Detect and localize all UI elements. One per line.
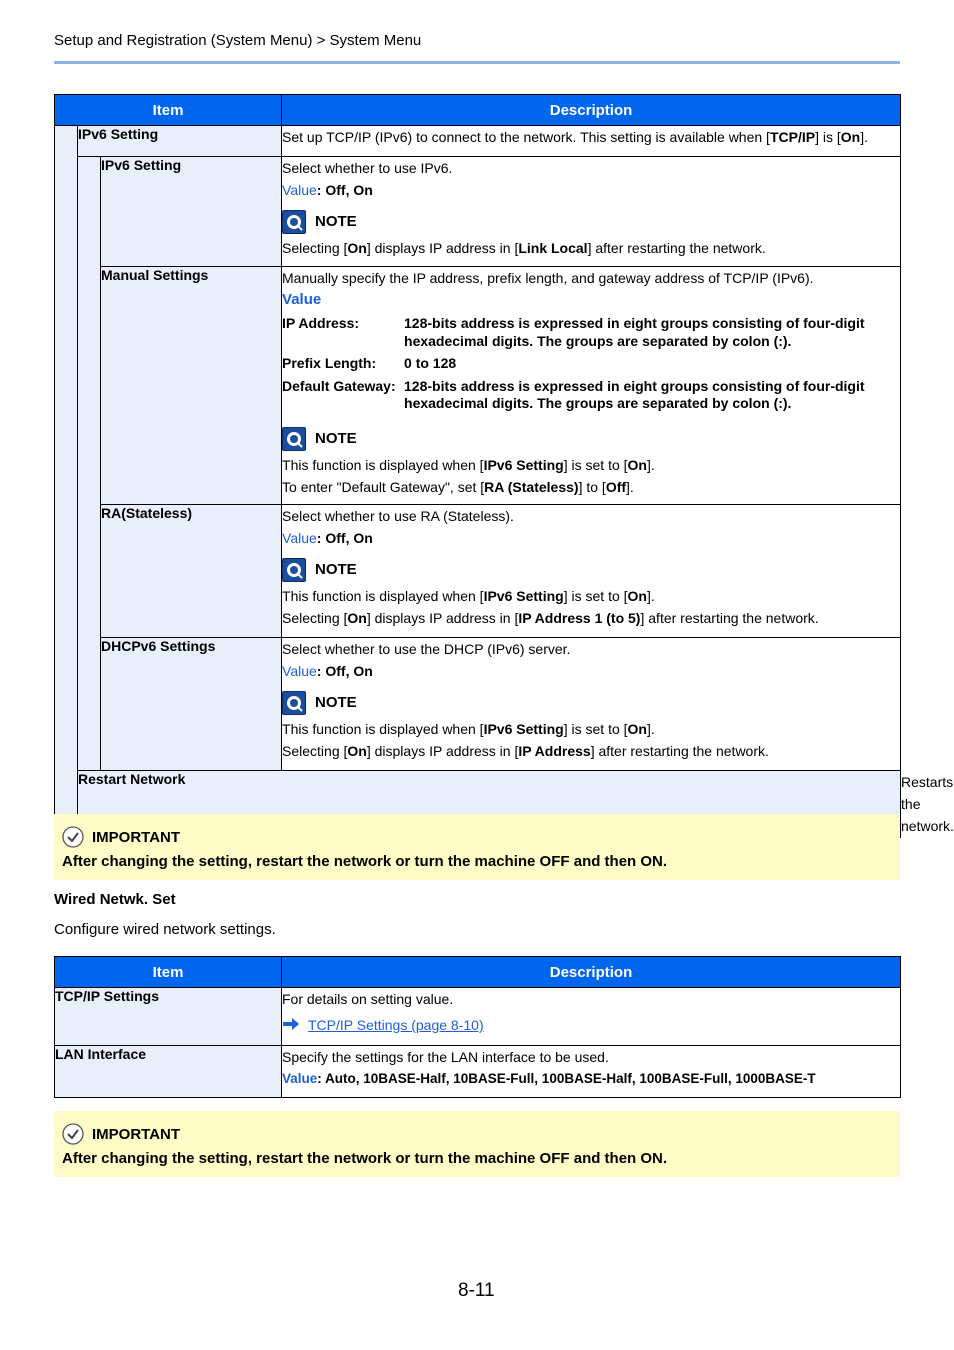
note: NOTE <box>282 210 900 234</box>
important-text: After changing the setting, restart the network or turn the machine OFF and then ON. <box>62 1150 668 1167</box>
item-tcpip-settings: TCP/IP Settings <box>55 988 282 1046</box>
tcpip-settings-link[interactable]: TCP/IP Settings (page 8-10) <box>308 1017 484 1033</box>
table-row <box>55 157 901 267</box>
table-header-row <box>55 95 901 126</box>
column-header-description: Description <box>282 957 901 988</box>
item-manual-settings: Manual Settings <box>101 267 282 505</box>
item-restart-network: Restart Network <box>78 771 901 838</box>
breadcrumb: Setup and Registration (System Menu) > System Menu <box>54 32 422 49</box>
desc-lan-interface: Specify the settings for the LAN interface to be used. Value: Auto, 10BASE-Half, 10BASE-Full, 100BASE-Half, 100BASE-Full, 1000BASE-T <box>282 1046 901 1098</box>
value-label: Value <box>282 1071 318 1086</box>
desc-ipv6-setting-group: Set up TCP/IP (IPv6) to connect to the network. This setting is available when [TCP/IP] is [On]. <box>282 126 901 157</box>
table-row <box>55 505 901 638</box>
desc-dhcpv6-settings: Select whether to use the DHCP (IPv6) server. Value: Off, On NOTE This function is displayed when [IPv6 Setting] is set to [On]. Selecting [On] displays IP address in [IP Address] after restarting the network. <box>282 638 901 771</box>
value-label: Value <box>282 182 317 198</box>
note-icon <box>282 427 306 451</box>
wired-network-table <box>54 956 901 1098</box>
note-icon <box>282 691 306 715</box>
item-ra-stateless: RA(Stateless) <box>101 505 282 638</box>
table-row <box>55 1046 901 1098</box>
section-title: Wired Netwk. Set <box>54 891 176 908</box>
arrow-right-icon <box>282 1014 300 1036</box>
value-table: IP Address: 128-bits address is expressed in eight groups consisting of four-digit hexadecimal digits. The groups are separated by colon (:). Prefix Length: 0 to 128 Default Gateway: 128-bits address is expressed in eight groups consisting of four-digit hexadecimal digits. The groups are separated by colon (:). <box>282 315 865 411</box>
item-ipv6-setting: IPv6 Setting <box>101 157 282 267</box>
indent-cell <box>55 126 78 838</box>
table-row <box>55 988 901 1046</box>
table-row <box>55 126 901 157</box>
item-dhcpv6-settings: DHCPv6 Settings <box>101 638 282 771</box>
important-label: IMPORTANT <box>92 828 181 846</box>
item-ipv6-setting-group: IPv6 Setting <box>78 126 282 157</box>
desc-manual-settings: Manually specify the IP address, prefix length, and gateway address of TCP/IP (IPv6). Value IP Address: 128-bits address is expressed in eight groups consisting of four-digit hexadecimal digits. The groups are separated by colon (:). Prefix Length: 0 to 128 Default Gateway: 128-bits address is expressed in eight groups consisting of four-digit hexadecimal digits. The groups are separated by colon (:). NOTE This function is displayed when [IPv6 Setting] is set to [On]. To enter "Default Gateway", set [RA (Stateless)] to [Off]. <box>282 267 901 505</box>
desc-ra-stateless: Select whether to use RA (Stateless). Value: Off, On NOTE This function is displayed when [IPv6 Setting] is set to [On]. Selecting [On] displays IP address in [IP Address 1 (to 5)] after restarting the network. <box>282 505 901 638</box>
note-icon <box>282 210 306 234</box>
header-rule <box>54 61 900 64</box>
important-label: IMPORTANT <box>92 1125 181 1143</box>
important-box <box>54 814 900 880</box>
note: NOTE <box>282 427 900 451</box>
important-box <box>54 1111 900 1177</box>
table-header-row <box>55 957 901 988</box>
column-header-description: Description <box>282 95 901 126</box>
note-icon <box>282 558 306 582</box>
checkmark-circle-icon <box>62 1123 84 1145</box>
column-header-item: Item <box>55 957 282 988</box>
indent-cell <box>78 157 101 771</box>
desc-ipv6-setting: Select whether to use IPv6. Value: Off, On NOTE Selecting [On] displays IP address in [Link Local] after restarting the network. <box>282 157 901 267</box>
note: NOTE <box>282 691 900 715</box>
checkmark-circle-icon <box>62 826 84 848</box>
column-header-item: Item <box>55 95 282 126</box>
value-label: Value <box>282 663 317 679</box>
value-label: Value <box>282 291 322 308</box>
item-lan-interface: LAN Interface <box>55 1046 282 1098</box>
table-row <box>55 638 901 771</box>
value-label: Value <box>282 530 317 546</box>
section-description: Configure wired network settings. <box>54 921 276 938</box>
table-row: Restart Network Restarts the network. <box>55 771 901 838</box>
page-number: 8-11 <box>458 1280 495 1301</box>
important-text: After changing the setting, restart the network or turn the machine OFF and then ON. <box>62 853 668 870</box>
note: NOTE <box>282 558 900 582</box>
table-row <box>55 267 901 505</box>
desc-tcpip-settings: For details on setting value. TCP/IP Settings (page 8-10) <box>282 988 901 1046</box>
ipv6-settings-table <box>54 94 954 838</box>
